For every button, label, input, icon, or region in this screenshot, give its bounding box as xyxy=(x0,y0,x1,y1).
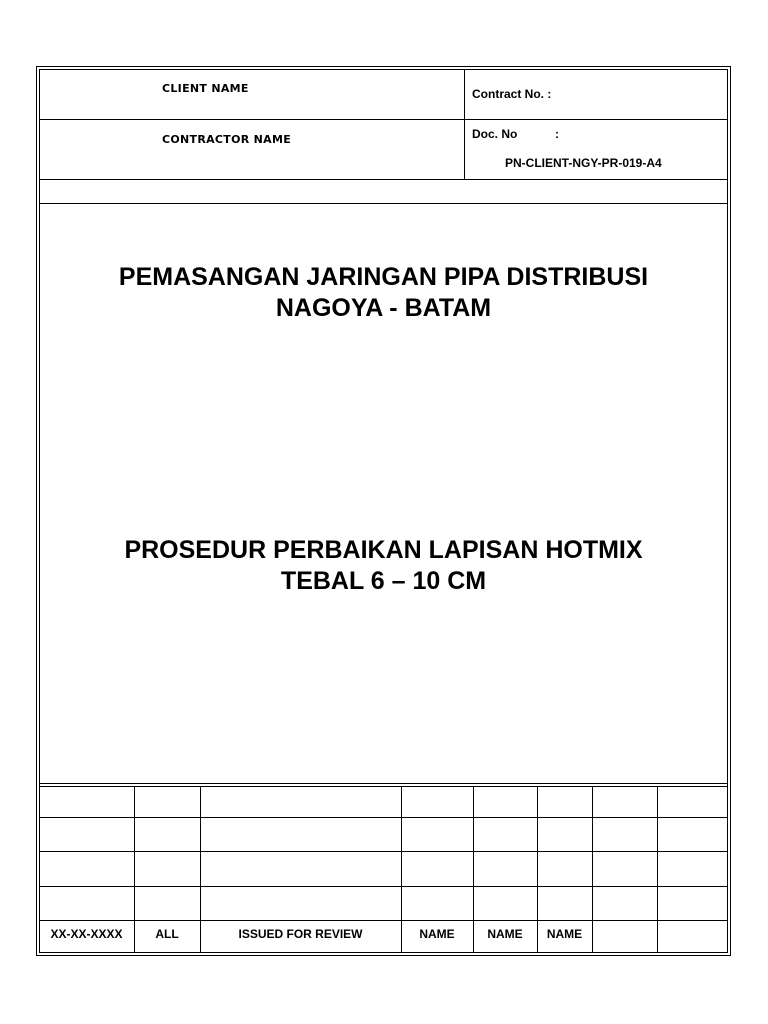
revision-col-divider xyxy=(657,786,658,953)
revision-checked-cell: NAME xyxy=(487,927,523,941)
project-title-line-1: PEMASANGAN JARINGAN PIPA DISTRIBUSI xyxy=(118,263,649,291)
project-title-line-2: NAGOYA - BATAM xyxy=(275,294,492,322)
revision-description-cell: ISSUED FOR REVIEW xyxy=(238,927,363,941)
revision-table-top-line xyxy=(39,783,728,784)
contractor-name-label: CONTRACTOR NAME xyxy=(162,133,292,146)
revision-approved-cell: NAME xyxy=(546,927,583,941)
doc-no-colon: : xyxy=(555,127,559,141)
doc-no-value: PN-CLIENT-NGY-PR-019-A4 xyxy=(505,156,662,170)
revision-row-divider xyxy=(39,920,728,921)
project-title xyxy=(39,262,728,324)
revision-row-divider xyxy=(39,817,728,818)
revision-table-top-line-2 xyxy=(39,786,728,787)
header-divider-1 xyxy=(39,119,728,120)
revision-row-divider xyxy=(39,886,728,887)
page-frame-inner xyxy=(39,69,728,953)
client-name-label: CLIENT NAME xyxy=(162,82,249,95)
header-divider-3 xyxy=(39,203,728,204)
revision-row-divider xyxy=(39,851,728,852)
revision-pages-cell: ALL xyxy=(155,927,179,941)
header-column-divider xyxy=(464,69,465,179)
document-title-line-1: PROSEDUR PERBAIKAN LAPISAN HOTMIX xyxy=(124,536,643,564)
document-title xyxy=(39,535,728,597)
document-title-line-2: TEBAL 6 – 10 CM xyxy=(280,567,487,595)
header-divider-2 xyxy=(39,179,728,180)
doc-no-label: Doc. No xyxy=(472,127,518,141)
revision-prepared-cell: NAME xyxy=(419,927,455,941)
revision-col-divider xyxy=(592,786,593,953)
contract-no-label: Contract No. : xyxy=(472,87,552,101)
revision-date-cell: XX-XX-XXXX xyxy=(50,927,123,941)
